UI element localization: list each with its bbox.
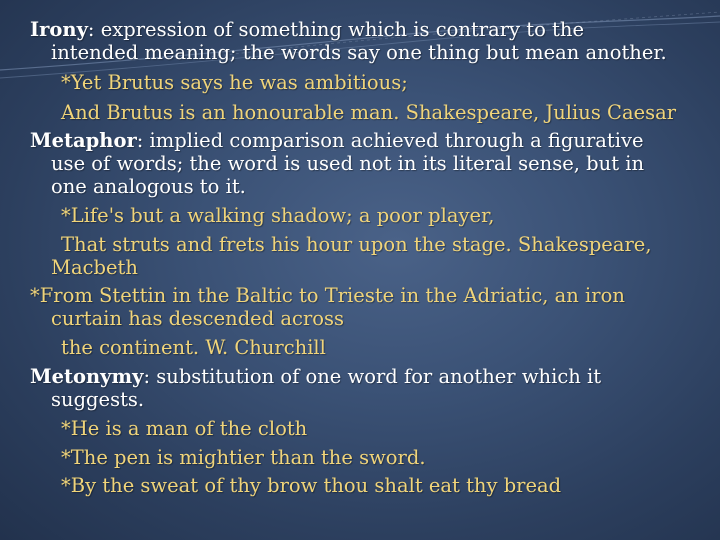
metaphor-example1-line2: That struts and frets his hour upon the stage. Shakespeare, bbox=[61, 233, 652, 256]
metaphor-definition-line bbox=[30, 129, 644, 153]
metonymy-example2: *The pen is mightier than the sword. bbox=[61, 446, 426, 469]
irony-definition: : expression of something which is contrary to the bbox=[87, 18, 584, 41]
metaphor-example1-line3: Macbeth bbox=[51, 256, 138, 279]
metaphor-definition: : implied comparison achieved through a figurative bbox=[136, 129, 644, 152]
irony-example-line1: *Yet Brutus says he was ambitious; bbox=[61, 71, 408, 94]
irony-definition-cont: intended meaning; the words say one thing but mean another. bbox=[51, 41, 667, 64]
metonymy-definition-cont: suggests. bbox=[51, 388, 145, 411]
metaphor-example2-line2: curtain has descended across bbox=[51, 307, 345, 330]
metonymy-definition-line bbox=[30, 365, 601, 389]
metaphor-definition-cont2: one analogous to it. bbox=[51, 175, 246, 198]
metonymy-example1: *He is a man of the cloth bbox=[61, 417, 308, 440]
irony-term: Irony bbox=[30, 18, 88, 41]
irony-definition-line bbox=[30, 18, 584, 42]
metaphor-example2-line3: the continent. W. Churchill bbox=[61, 336, 326, 359]
metaphor-example1-line1: *Life's but a walking shadow; a poor player, bbox=[61, 204, 495, 227]
metaphor-definition-cont1: use of words; the word is used not in its literal sense, but in bbox=[51, 152, 645, 175]
irony-example-line2: And Brutus is an honourable man. Shakespeare, Julius Caesar bbox=[61, 101, 677, 124]
metonymy-definition: : substitution of one word for another which it bbox=[143, 365, 602, 388]
metaphor-term: Metaphor bbox=[30, 129, 137, 152]
metaphor-example2-line1: *From Stettin in the Baltic to Trieste in the Adriatic, an iron bbox=[30, 284, 625, 307]
metonymy-term: Metonymy bbox=[30, 365, 144, 388]
metonymy-example3: *By the sweat of thy brow thou shalt eat thy bread bbox=[61, 474, 562, 497]
